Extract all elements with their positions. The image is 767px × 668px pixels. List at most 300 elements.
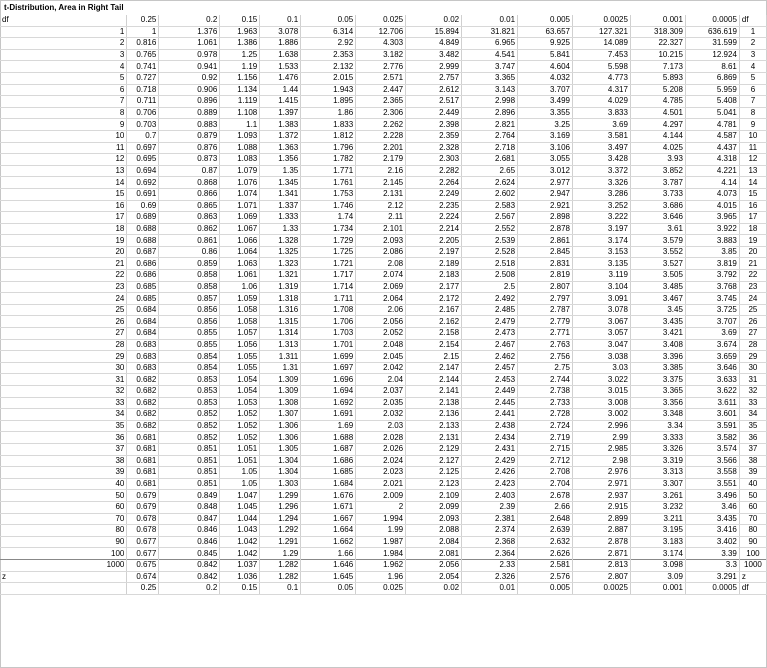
- value-cell[interactable]: 1.294: [260, 513, 301, 525]
- value-cell[interactable]: 0.852: [159, 420, 220, 432]
- value-cell[interactable]: 0.858: [159, 270, 220, 282]
- value-cell[interactable]: 3.435: [630, 316, 685, 328]
- value-cell[interactable]: 1.313: [260, 339, 301, 351]
- value-cell[interactable]: 2.581: [518, 559, 573, 571]
- value-cell[interactable]: 1.321: [260, 270, 301, 282]
- value-cell[interactable]: 2.75: [518, 362, 573, 374]
- value-cell[interactable]: 2.282: [406, 165, 462, 177]
- value-cell[interactable]: 2.069: [356, 281, 406, 293]
- value-cell[interactable]: 5.208: [630, 84, 685, 96]
- value-cell[interactable]: 5.598: [573, 61, 631, 73]
- value-cell[interactable]: 2.719: [518, 432, 573, 444]
- value-cell[interactable]: 3.69: [573, 119, 631, 131]
- footer-area-cell[interactable]: 0.2: [159, 583, 220, 595]
- value-cell[interactable]: 2.447: [356, 84, 406, 96]
- value-cell[interactable]: 2.145: [356, 177, 406, 189]
- value-cell[interactable]: 2.457: [462, 362, 518, 374]
- value-cell[interactable]: 0.695: [127, 154, 159, 166]
- value-cell[interactable]: 2.508: [462, 270, 518, 282]
- value-cell[interactable]: 3.211: [630, 513, 685, 525]
- df-cell[interactable]: 6: [0, 84, 127, 96]
- df-cell[interactable]: 90: [0, 536, 127, 548]
- df-cell[interactable]: 15: [0, 188, 127, 200]
- df-right-cell[interactable]: 15: [739, 188, 766, 200]
- value-cell[interactable]: 2.026: [356, 443, 406, 455]
- df-right-cell[interactable]: 8: [739, 107, 766, 119]
- value-cell[interactable]: 3.505: [630, 270, 685, 282]
- value-cell[interactable]: 0.692: [127, 177, 159, 189]
- value-cell[interactable]: 2.462: [462, 351, 518, 363]
- df-right-cell[interactable]: 30: [739, 362, 766, 374]
- value-cell[interactable]: 2.368: [462, 536, 518, 548]
- value-cell[interactable]: 0.727: [127, 72, 159, 84]
- value-cell[interactable]: 2.426: [462, 467, 518, 479]
- value-cell[interactable]: 0.852: [159, 432, 220, 444]
- value-cell[interactable]: 1.108: [220, 107, 260, 119]
- value-cell[interactable]: 1.812: [301, 130, 356, 142]
- value-cell[interactable]: 127.321: [573, 26, 631, 38]
- value-cell[interactable]: 2.744: [518, 374, 573, 386]
- value-cell[interactable]: 31.599: [685, 38, 739, 50]
- value-cell[interactable]: 1.319: [260, 281, 301, 293]
- value-cell[interactable]: 2.028: [356, 432, 406, 444]
- value-cell[interactable]: 1.045: [220, 501, 260, 513]
- value-cell[interactable]: 3.435: [685, 513, 739, 525]
- value-cell[interactable]: 3.46: [685, 501, 739, 513]
- value-cell[interactable]: 2.024: [356, 455, 406, 467]
- value-cell[interactable]: 2.154: [406, 339, 462, 351]
- value-cell[interactable]: 2.141: [406, 386, 462, 398]
- value-cell[interactable]: 0.689: [127, 212, 159, 224]
- value-cell[interactable]: 3.169: [518, 130, 573, 142]
- df-cell[interactable]: 1: [0, 26, 127, 38]
- df-cell[interactable]: 37: [0, 443, 127, 455]
- value-cell[interactable]: 1.306: [260, 432, 301, 444]
- value-cell[interactable]: 1.328: [260, 235, 301, 247]
- z-value-cell[interactable]: 1.036: [220, 571, 260, 583]
- value-cell[interactable]: 2.328: [406, 142, 462, 154]
- value-cell[interactable]: 1.703: [301, 328, 356, 340]
- df-cell[interactable]: 23: [0, 281, 127, 293]
- value-cell[interactable]: 1.746: [301, 200, 356, 212]
- value-cell[interactable]: 6.869: [685, 72, 739, 84]
- df-right-cell[interactable]: 1: [739, 26, 766, 38]
- df-cell[interactable]: 16: [0, 200, 127, 212]
- value-cell[interactable]: 1.314: [260, 328, 301, 340]
- z-value-cell[interactable]: 2.326: [462, 571, 518, 583]
- df-cell[interactable]: 80: [0, 525, 127, 537]
- value-cell[interactable]: 1.323: [260, 258, 301, 270]
- value-cell[interactable]: 2.708: [518, 467, 573, 479]
- value-cell[interactable]: 2.235: [406, 200, 462, 212]
- value-cell[interactable]: 1.66: [301, 548, 356, 560]
- value-cell[interactable]: 2.12: [356, 200, 406, 212]
- value-cell[interactable]: 2.441: [462, 409, 518, 421]
- value-cell[interactable]: 3.057: [573, 328, 631, 340]
- value-cell[interactable]: 0.855: [159, 339, 220, 351]
- value-cell[interactable]: 1.059: [220, 293, 260, 305]
- value-cell[interactable]: 3.591: [685, 420, 739, 432]
- value-cell[interactable]: 0.853: [159, 374, 220, 386]
- value-cell[interactable]: 2.5: [462, 281, 518, 293]
- df-right-cell[interactable]: 25: [739, 304, 766, 316]
- value-cell[interactable]: 2.528: [462, 246, 518, 258]
- value-cell[interactable]: 0.851: [159, 478, 220, 490]
- value-cell[interactable]: 2.99: [573, 432, 631, 444]
- value-cell[interactable]: 2.16: [356, 165, 406, 177]
- df-right-cell[interactable]: 32: [739, 386, 766, 398]
- value-cell[interactable]: 3.768: [685, 281, 739, 293]
- value-cell[interactable]: 0.856: [159, 304, 220, 316]
- value-cell[interactable]: 2.999: [406, 61, 462, 73]
- value-cell[interactable]: 2.224: [406, 212, 462, 224]
- value-cell[interactable]: 1.079: [220, 165, 260, 177]
- value-cell[interactable]: 2.123: [406, 478, 462, 490]
- value-cell[interactable]: 2.101: [356, 223, 406, 235]
- header-area-cell[interactable]: 0.025: [356, 15, 406, 26]
- value-cell[interactable]: 1.325: [260, 246, 301, 258]
- value-cell[interactable]: 1.686: [301, 455, 356, 467]
- df-right-cell[interactable]: 36: [739, 432, 766, 444]
- value-cell[interactable]: 0.682: [127, 397, 159, 409]
- df-cell[interactable]: 30: [0, 362, 127, 374]
- value-cell[interactable]: 2.099: [406, 501, 462, 513]
- value-cell[interactable]: 4.541: [462, 49, 518, 61]
- value-cell[interactable]: 2.92: [301, 38, 356, 50]
- value-cell[interactable]: 0.688: [127, 235, 159, 247]
- value-cell[interactable]: 0.847: [159, 513, 220, 525]
- value-cell[interactable]: 3.012: [518, 165, 573, 177]
- df-right-cell[interactable]: 1000: [739, 559, 766, 571]
- value-cell[interactable]: 4.14: [685, 177, 739, 189]
- df-cell[interactable]: 1000: [0, 559, 127, 571]
- value-cell[interactable]: 2.518: [462, 258, 518, 270]
- value-cell[interactable]: 3.375: [630, 374, 685, 386]
- value-cell[interactable]: 3.659: [685, 351, 739, 363]
- value-cell[interactable]: 2.365: [356, 96, 406, 108]
- value-cell[interactable]: 1.088: [220, 142, 260, 154]
- value-cell[interactable]: 0.868: [159, 177, 220, 189]
- df-right-cell[interactable]: 2: [739, 38, 766, 50]
- value-cell[interactable]: 3.34: [630, 420, 685, 432]
- df-cell[interactable]: 11: [0, 142, 127, 154]
- value-cell[interactable]: 1.984: [356, 548, 406, 560]
- value-cell[interactable]: 1.671: [301, 501, 356, 513]
- value-cell[interactable]: 2.65: [462, 165, 518, 177]
- value-cell[interactable]: 1.316: [260, 304, 301, 316]
- df-cell[interactable]: 28: [0, 339, 127, 351]
- value-cell[interactable]: 3.707: [518, 84, 573, 96]
- df-right-cell[interactable]: 19: [739, 235, 766, 247]
- value-cell[interactable]: 2.056: [356, 316, 406, 328]
- value-cell[interactable]: 3.091: [573, 293, 631, 305]
- value-cell[interactable]: 4.773: [573, 72, 631, 84]
- value-cell[interactable]: 2.845: [518, 246, 573, 258]
- value-cell[interactable]: 0.685: [127, 293, 159, 305]
- value-cell[interactable]: 4.587: [685, 130, 739, 142]
- value-cell[interactable]: 1.31: [260, 362, 301, 374]
- df-right-cell[interactable]: 40: [739, 478, 766, 490]
- value-cell[interactable]: 0.816: [127, 38, 159, 50]
- header-area-cell[interactable]: 0.05: [301, 15, 356, 26]
- value-cell[interactable]: 2.037: [356, 386, 406, 398]
- value-cell[interactable]: 2.453: [462, 374, 518, 386]
- value-cell[interactable]: 3.428: [573, 154, 631, 166]
- value-cell[interactable]: 4.501: [630, 107, 685, 119]
- value-cell[interactable]: 0.683: [127, 351, 159, 363]
- value-cell[interactable]: 0.848: [159, 501, 220, 513]
- df-right-cell[interactable]: 31: [739, 374, 766, 386]
- value-cell[interactable]: 2.074: [356, 270, 406, 282]
- value-cell[interactable]: 0.906: [159, 84, 220, 96]
- value-cell[interactable]: 3.852: [630, 165, 685, 177]
- value-cell[interactable]: 0.679: [127, 501, 159, 513]
- df-right-cell[interactable]: 23: [739, 281, 766, 293]
- value-cell[interactable]: 0.856: [159, 316, 220, 328]
- value-cell[interactable]: 3.69: [685, 328, 739, 340]
- df-cell[interactable]: 25: [0, 304, 127, 316]
- value-cell[interactable]: 2.015: [301, 72, 356, 84]
- value-cell[interactable]: 3.707: [685, 316, 739, 328]
- value-cell[interactable]: 3.286: [573, 188, 631, 200]
- value-cell[interactable]: 2.887: [573, 525, 631, 537]
- value-cell[interactable]: 2.158: [406, 328, 462, 340]
- value-cell[interactable]: 2.201: [356, 142, 406, 154]
- value-cell[interactable]: 3.497: [573, 142, 631, 154]
- value-cell[interactable]: 2.861: [518, 235, 573, 247]
- value-cell[interactable]: 1.044: [220, 513, 260, 525]
- value-cell[interactable]: 1.083: [220, 154, 260, 166]
- value-cell[interactable]: 1.99: [356, 525, 406, 537]
- df-cell[interactable]: 12: [0, 154, 127, 166]
- value-cell[interactable]: 2.353: [301, 49, 356, 61]
- value-cell[interactable]: 1.376: [159, 26, 220, 38]
- value-cell[interactable]: 2.776: [356, 61, 406, 73]
- value-cell[interactable]: 0.685: [127, 281, 159, 293]
- value-cell[interactable]: 2.08: [356, 258, 406, 270]
- value-cell[interactable]: 3.333: [630, 432, 685, 444]
- value-cell[interactable]: 2.821: [462, 119, 518, 131]
- value-cell[interactable]: 2.878: [573, 536, 631, 548]
- value-cell[interactable]: 2.205: [406, 235, 462, 247]
- value-cell[interactable]: 3.119: [573, 270, 631, 282]
- value-cell[interactable]: 3.733: [630, 188, 685, 200]
- value-cell[interactable]: 2.045: [356, 351, 406, 363]
- value-cell[interactable]: 3.482: [406, 49, 462, 61]
- value-cell[interactable]: 0.741: [127, 61, 159, 73]
- z-value-cell[interactable]: 1.96: [356, 571, 406, 583]
- value-cell[interactable]: 1.063: [220, 258, 260, 270]
- value-cell[interactable]: 1.309: [260, 374, 301, 386]
- value-cell[interactable]: 1: [127, 26, 159, 38]
- value-cell[interactable]: 3.646: [685, 362, 739, 374]
- value-cell[interactable]: 1.782: [301, 154, 356, 166]
- value-cell[interactable]: 0.677: [127, 548, 159, 560]
- value-cell[interactable]: 1.071: [220, 200, 260, 212]
- value-cell[interactable]: 3.197: [573, 223, 631, 235]
- value-cell[interactable]: 7.453: [573, 49, 631, 61]
- value-cell[interactable]: 1.309: [260, 386, 301, 398]
- value-cell[interactable]: 2.807: [518, 281, 573, 293]
- value-cell[interactable]: 1.796: [301, 142, 356, 154]
- df-right-cell[interactable]: 60: [739, 501, 766, 513]
- df-cell[interactable]: 26: [0, 316, 127, 328]
- value-cell[interactable]: 1.305: [260, 443, 301, 455]
- value-cell[interactable]: 3.098: [630, 559, 685, 571]
- value-cell[interactable]: 2.249: [406, 188, 462, 200]
- value-cell[interactable]: 0.706: [127, 107, 159, 119]
- value-cell[interactable]: 1.051: [220, 455, 260, 467]
- value-cell[interactable]: 2.11: [356, 212, 406, 224]
- value-cell[interactable]: 6.965: [462, 38, 518, 50]
- value-cell[interactable]: 0.852: [159, 409, 220, 421]
- value-cell[interactable]: 2.787: [518, 304, 573, 316]
- value-cell[interactable]: 1.943: [301, 84, 356, 96]
- df-right-cell[interactable]: 26: [739, 316, 766, 328]
- df-right-cell[interactable]: 14: [739, 177, 766, 189]
- value-cell[interactable]: 1.691: [301, 409, 356, 421]
- value-cell[interactable]: 1.308: [260, 397, 301, 409]
- value-cell[interactable]: 1.067: [220, 223, 260, 235]
- value-cell[interactable]: 1.057: [220, 328, 260, 340]
- value-cell[interactable]: 3.365: [462, 72, 518, 84]
- df-cell[interactable]: 100: [0, 548, 127, 560]
- z-value-cell[interactable]: 2.576: [518, 571, 573, 583]
- value-cell[interactable]: 0.854: [159, 351, 220, 363]
- value-cell[interactable]: 5.893: [630, 72, 685, 84]
- value-cell[interactable]: 636.619: [685, 26, 739, 38]
- value-cell[interactable]: 1.333: [260, 212, 301, 224]
- value-cell[interactable]: 0.854: [159, 362, 220, 374]
- value-cell[interactable]: 2.915: [573, 501, 631, 513]
- value-cell[interactable]: 0.688: [127, 223, 159, 235]
- value-cell[interactable]: 2.228: [356, 130, 406, 142]
- value-cell[interactable]: 1.052: [220, 409, 260, 421]
- value-cell[interactable]: 1.725: [301, 246, 356, 258]
- value-cell[interactable]: 3.372: [573, 165, 631, 177]
- value-cell[interactable]: 0.889: [159, 107, 220, 119]
- value-cell[interactable]: 3.416: [685, 525, 739, 537]
- value-cell[interactable]: 31.821: [462, 26, 518, 38]
- value-cell[interactable]: 2.303: [406, 154, 462, 166]
- value-cell[interactable]: 2.98: [573, 455, 631, 467]
- value-cell[interactable]: 1.706: [301, 316, 356, 328]
- df-cell[interactable]: 17: [0, 212, 127, 224]
- value-cell[interactable]: 1.061: [220, 270, 260, 282]
- value-cell[interactable]: 2.093: [406, 513, 462, 525]
- value-cell[interactable]: 6.314: [301, 26, 356, 38]
- value-cell[interactable]: 2.479: [462, 316, 518, 328]
- value-cell[interactable]: 2.977: [518, 177, 573, 189]
- value-cell[interactable]: 4.785: [630, 96, 685, 108]
- df-cell[interactable]: 32: [0, 386, 127, 398]
- value-cell[interactable]: 1.345: [260, 177, 301, 189]
- value-cell[interactable]: 2.733: [518, 397, 573, 409]
- value-cell[interactable]: 2.704: [518, 478, 573, 490]
- value-cell[interactable]: 5.841: [518, 49, 573, 61]
- z-value-cell[interactable]: 2.054: [406, 571, 462, 583]
- df-right-cell[interactable]: 34: [739, 409, 766, 421]
- value-cell[interactable]: 0.686: [127, 258, 159, 270]
- df-right-cell[interactable]: 3: [739, 49, 766, 61]
- value-cell[interactable]: 1.721: [301, 258, 356, 270]
- value-cell[interactable]: 3.747: [462, 61, 518, 73]
- footer-area-cell[interactable]: 0.0005: [685, 583, 739, 595]
- value-cell[interactable]: 1.304: [260, 467, 301, 479]
- value-cell[interactable]: 1.042: [220, 548, 260, 560]
- value-cell[interactable]: 0.697: [127, 142, 159, 154]
- z-label-cell[interactable]: z: [0, 571, 127, 583]
- value-cell[interactable]: 3.558: [685, 467, 739, 479]
- value-cell[interactable]: 1.051: [220, 443, 260, 455]
- value-cell[interactable]: 0.7: [127, 130, 159, 142]
- value-cell[interactable]: 0.86: [159, 246, 220, 258]
- value-cell[interactable]: 0.69: [127, 200, 159, 212]
- value-cell[interactable]: 0.682: [127, 409, 159, 421]
- value-cell[interactable]: 1.069: [220, 212, 260, 224]
- df-cell[interactable]: 22: [0, 270, 127, 282]
- header-area-cell[interactable]: 0.0025: [573, 15, 631, 26]
- value-cell[interactable]: 1.318: [260, 293, 301, 305]
- value-cell[interactable]: 1.753: [301, 188, 356, 200]
- footer-blank-cell[interactable]: [0, 583, 127, 595]
- value-cell[interactable]: 3.396: [630, 351, 685, 363]
- value-cell[interactable]: 1.055: [220, 351, 260, 363]
- value-cell[interactable]: 2.445: [462, 397, 518, 409]
- value-cell[interactable]: 2.813: [573, 559, 631, 571]
- value-cell[interactable]: 2.403: [462, 490, 518, 502]
- value-cell[interactable]: 0.718: [127, 84, 159, 96]
- value-cell[interactable]: 0.978: [159, 49, 220, 61]
- df-right-cell[interactable]: 50: [739, 490, 766, 502]
- value-cell[interactable]: 0.862: [159, 223, 220, 235]
- value-cell[interactable]: 1.037: [220, 559, 260, 571]
- value-cell[interactable]: 2.084: [406, 536, 462, 548]
- value-cell[interactable]: 1.061: [159, 38, 220, 50]
- value-cell[interactable]: 2.064: [356, 293, 406, 305]
- value-cell[interactable]: 2.125: [406, 467, 462, 479]
- z-value-cell[interactable]: 2.807: [573, 571, 631, 583]
- df-cell[interactable]: 13: [0, 165, 127, 177]
- value-cell[interactable]: 0.855: [159, 328, 220, 340]
- df-right-cell[interactable]: 29: [739, 351, 766, 363]
- value-cell[interactable]: 2.624: [462, 177, 518, 189]
- value-cell[interactable]: 1.729: [301, 235, 356, 247]
- value-cell[interactable]: 2.177: [406, 281, 462, 293]
- header-area-cell[interactable]: 0.15: [220, 15, 260, 26]
- value-cell[interactable]: 1.44: [260, 84, 301, 96]
- value-cell[interactable]: 2.567: [462, 212, 518, 224]
- df-cell[interactable]: 10: [0, 130, 127, 142]
- header-area-cell[interactable]: 0.005: [518, 15, 573, 26]
- value-cell[interactable]: 3.674: [685, 339, 739, 351]
- value-cell[interactable]: 2.429: [462, 455, 518, 467]
- value-cell[interactable]: 2.136: [406, 409, 462, 421]
- value-cell[interactable]: 3.402: [685, 536, 739, 548]
- value-cell[interactable]: 2.131: [356, 188, 406, 200]
- value-cell[interactable]: 2.172: [406, 293, 462, 305]
- df-cell[interactable]: 18: [0, 223, 127, 235]
- value-cell[interactable]: 1.304: [260, 455, 301, 467]
- value-cell[interactable]: 1.134: [220, 84, 260, 96]
- value-cell[interactable]: 4.781: [685, 119, 739, 131]
- footer-area-cell[interactable]: 0.1: [260, 583, 301, 595]
- value-cell[interactable]: 4.029: [573, 96, 631, 108]
- value-cell[interactable]: 0.681: [127, 467, 159, 479]
- value-cell[interactable]: 0.842: [159, 559, 220, 571]
- df-right-cell[interactable]: 35: [739, 420, 766, 432]
- value-cell[interactable]: 3.022: [573, 374, 631, 386]
